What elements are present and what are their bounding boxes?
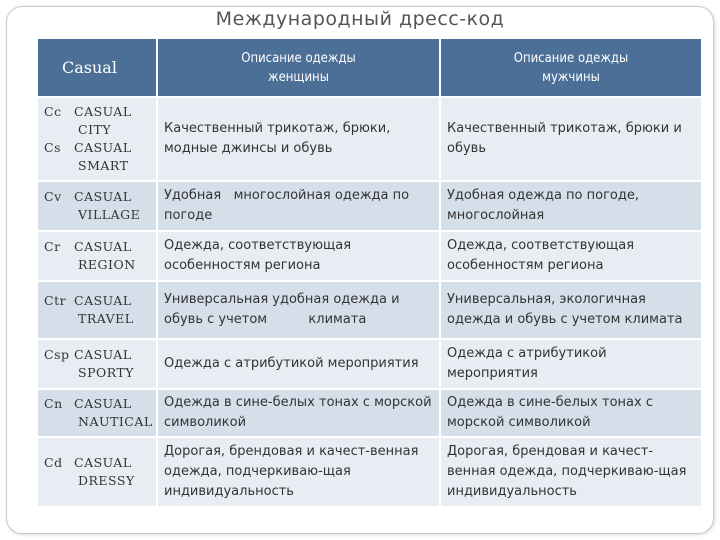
style-code-line bbox=[44, 188, 154, 206]
style-code-line bbox=[44, 206, 154, 224]
style-abbreviation: Cr bbox=[44, 239, 61, 254]
men-description-cell: Удобная одежда по погоде, многослойная bbox=[440, 181, 702, 231]
table-row bbox=[37, 437, 702, 507]
style-code-line bbox=[44, 364, 154, 382]
header-women-line1: Описание одежды bbox=[241, 50, 356, 66]
style-abbreviation: Ctr bbox=[44, 293, 67, 308]
style-code-line bbox=[44, 310, 154, 328]
women-description-cell: Универсальная удобная одежда и обувь с учетом климата bbox=[157, 281, 440, 339]
header-casual: Casual bbox=[37, 38, 157, 97]
men-description-cell: Качественный трикотаж, брюки и обувь bbox=[440, 97, 702, 181]
style-abbreviation: Cc bbox=[44, 104, 62, 119]
style-name: CASUAL bbox=[74, 189, 132, 204]
header-men bbox=[440, 38, 702, 97]
slide-title: Международный дресс-код bbox=[215, 8, 505, 30]
table-row bbox=[37, 281, 702, 339]
style-abbreviation: Cd bbox=[44, 455, 63, 470]
table-row bbox=[37, 339, 702, 389]
table-row bbox=[37, 231, 702, 281]
style-name: CASUAL bbox=[74, 104, 132, 119]
dress-code-table bbox=[36, 37, 703, 508]
style-code-line bbox=[44, 395, 154, 413]
style-code-line bbox=[44, 454, 154, 472]
style-name: SMART bbox=[78, 158, 129, 173]
style-code-cell bbox=[37, 181, 157, 231]
men-description-cell: Одежда с атрибутикой мероприятия bbox=[440, 339, 702, 389]
style-name: TRAVEL bbox=[78, 311, 134, 326]
table-row bbox=[37, 181, 702, 231]
header-men-line2: мужчины bbox=[542, 69, 600, 85]
style-code-cell bbox=[37, 231, 157, 281]
style-code-cell bbox=[37, 339, 157, 389]
women-description-cell: Качественный трикотаж, брюки, модные джинсы и обувь bbox=[157, 97, 440, 181]
header-men-line1: Описание одежды bbox=[513, 50, 629, 66]
style-code-line bbox=[44, 139, 154, 157]
style-name: SPORTY bbox=[78, 365, 135, 380]
header-women bbox=[157, 38, 440, 97]
women-description-cell: Дорогая, брендовая и качест-венная одежда, подчеркиваю-щая индивидуальность bbox=[157, 437, 440, 507]
men-description-cell: Одежда в сине-белых тонах с морской символикой bbox=[440, 389, 702, 437]
style-code-line bbox=[44, 238, 154, 256]
header-women-line2: женщины bbox=[268, 69, 329, 85]
men-description-cell: Дорогая, брендовая и качест-венная одежда, подчеркиваю-щая индивидуальность bbox=[440, 437, 702, 507]
women-description-cell: Одежда, соответствующая особенностям региона bbox=[157, 231, 440, 281]
men-description-cell: Универсальная, экологичная одежда и обувь с учетом климата bbox=[440, 281, 702, 339]
style-code-cell bbox=[37, 437, 157, 507]
style-code-line bbox=[44, 346, 154, 364]
style-code-cell bbox=[37, 281, 157, 339]
style-code-line bbox=[44, 472, 154, 490]
table-row bbox=[37, 389, 702, 437]
style-code-line bbox=[44, 413, 154, 431]
women-description-cell: Одежда в сине-белых тонах с морской символикой bbox=[157, 389, 440, 437]
style-name: VILLAGE bbox=[78, 207, 141, 222]
style-code-line bbox=[44, 121, 154, 139]
style-code-line bbox=[44, 292, 154, 310]
style-abbreviation: Cs bbox=[44, 140, 61, 155]
style-code-cell bbox=[37, 389, 157, 437]
style-code-line bbox=[44, 256, 154, 274]
style-abbreviation: Cn bbox=[44, 396, 63, 411]
style-code-line bbox=[44, 157, 154, 175]
style-name: CASUAL bbox=[74, 140, 132, 155]
style-name: CASUAL bbox=[74, 239, 132, 254]
style-code-cell bbox=[37, 97, 157, 181]
style-name: CASUAL bbox=[74, 396, 132, 411]
style-name: CASUAL bbox=[74, 347, 132, 362]
women-description-cell: Одежда с атрибутикой мероприятия bbox=[157, 339, 440, 389]
style-abbreviation: Csp bbox=[44, 347, 70, 362]
style-name: CASUAL bbox=[74, 293, 132, 308]
table-row bbox=[37, 97, 702, 181]
men-description-cell: Одежда, соответствующая особенностям региона bbox=[440, 231, 702, 281]
style-abbreviation: Cv bbox=[44, 189, 62, 204]
table-header-row bbox=[37, 38, 702, 97]
women-description-cell: Удобная многослойная одежда по погоде bbox=[157, 181, 440, 231]
style-name: CITY bbox=[78, 122, 112, 137]
style-name: NAUTICAL bbox=[78, 414, 153, 429]
style-name: DRESSY bbox=[78, 473, 135, 488]
style-code-line bbox=[44, 103, 154, 121]
style-name: REGION bbox=[78, 257, 136, 272]
style-name: CASUAL bbox=[74, 455, 132, 470]
